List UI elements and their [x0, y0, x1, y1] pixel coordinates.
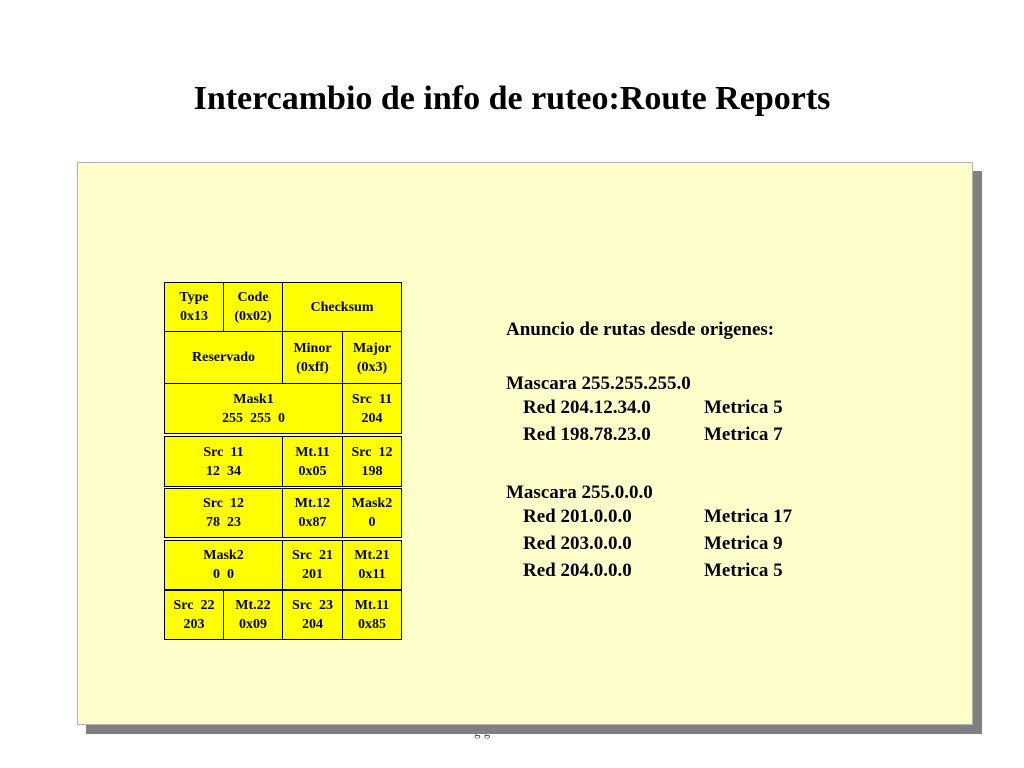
- field-mt22: [223, 590, 283, 640]
- field-mask2-0: [342, 488, 402, 538]
- field-reservado: [164, 331, 283, 384]
- field-type: [164, 282, 224, 332]
- field-major: [342, 331, 402, 384]
- field-line: Checksum: [310, 299, 374, 315]
- field-src12-198: [342, 436, 402, 487]
- route-red: Red 201.0.0.0: [523, 506, 632, 527]
- field-line: Code: [237, 290, 269, 305]
- field-line: (0x02): [234, 309, 272, 324]
- field-line: 204: [361, 410, 383, 426]
- field-mt11-0x85: [342, 590, 402, 640]
- route-metric: Metrica 5: [704, 560, 783, 581]
- slide-title: Intercambio de info de ruteo:Route Reports: [193, 80, 831, 117]
- field-line: Mt.11: [354, 598, 390, 613]
- field-line: Src 12: [203, 496, 244, 511]
- field-line: Mt.21: [354, 548, 390, 563]
- mask-line: Mascara 255.255.255.0: [506, 373, 691, 394]
- field-line: 198: [361, 463, 383, 479]
- field-line: Src 23: [292, 598, 333, 613]
- field-line: 201: [302, 567, 323, 582]
- field-line: Type: [179, 290, 209, 305]
- route-red: Red 204.0.0.0: [523, 560, 632, 581]
- field-line: 12 34: [206, 463, 241, 479]
- field-line: Reservado: [192, 350, 255, 365]
- field-minor: [282, 331, 343, 384]
- field-line: Mask2: [351, 496, 393, 511]
- field-line: 255 255 0: [222, 410, 285, 426]
- field-line: (0xff): [296, 359, 329, 375]
- field-line: 0x87: [298, 515, 327, 530]
- field-mt21: [342, 540, 402, 590]
- route-metric: Metrica 17: [704, 506, 793, 527]
- field-mt12: [282, 488, 343, 538]
- field-line: 78 23: [206, 515, 241, 530]
- route-red: Red 203.0.0.0: [523, 533, 632, 554]
- field-line: Src 12: [351, 444, 393, 460]
- field-line: Mt.11: [295, 444, 330, 460]
- field-line: Minor: [293, 340, 332, 356]
- field-line: Src 21: [292, 548, 333, 563]
- field-mask2-0-0: [164, 540, 283, 590]
- field-src23: [282, 590, 343, 640]
- field-line: (0x3): [356, 359, 388, 375]
- field-line: 0x09: [239, 617, 267, 632]
- route-red: Red 204.12.34.0: [523, 397, 651, 418]
- field-line: Mask2: [203, 548, 244, 563]
- field-src12-78-23: [164, 488, 283, 538]
- route-metric: Metrica 9: [704, 533, 783, 554]
- field-line: 0x85: [358, 617, 386, 632]
- mask-line: Mascara 255.0.0.0: [506, 482, 653, 503]
- field-line: 0x05: [298, 463, 327, 479]
- field-line: Src 11: [351, 391, 393, 407]
- field-line: 0 0: [213, 567, 234, 582]
- field-code: [223, 282, 283, 332]
- route-metric: Metrica 7: [704, 424, 783, 445]
- field-line: 204: [302, 617, 323, 632]
- field-line: Mt.12: [294, 496, 331, 511]
- field-line: Mask1: [233, 391, 274, 407]
- field-line: Major: [352, 340, 392, 356]
- field-line: 0x11: [358, 567, 386, 582]
- field-src21: [282, 540, 343, 590]
- field-src11-204: [342, 383, 402, 434]
- field-mask1: [164, 383, 343, 434]
- field-line: Mt.22: [235, 598, 271, 613]
- field-line: 0: [368, 515, 376, 530]
- route-metric: Metrica 5: [704, 397, 783, 418]
- field-src11-12-34: [164, 436, 283, 487]
- field-src22: [164, 590, 224, 640]
- field-mt11-0x05: [282, 436, 343, 487]
- field-line: Src 22: [173, 598, 215, 613]
- announce-heading: Anuncio de rutas desde origenes:: [506, 319, 775, 340]
- field-line: 0x13: [180, 309, 208, 324]
- route-red: Red 198.78.23.0: [523, 424, 651, 445]
- field-line: 203: [183, 617, 205, 632]
- field-checksum: [282, 282, 402, 332]
- field-line: Src 11: [203, 444, 244, 460]
